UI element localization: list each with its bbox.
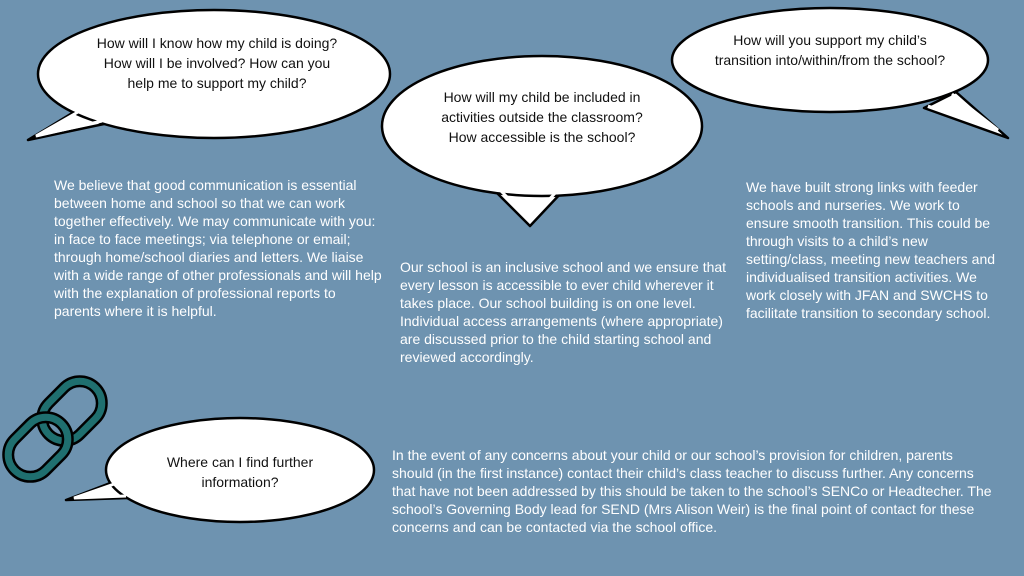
question-communication: How will I know how my child is doing? How will I be involved? How can you help me to support my child? — [96, 35, 338, 91]
chain-link-icon — [0, 372, 111, 486]
question-information: Where can I find further information? — [166, 454, 314, 490]
question-inclusion: How will my child be included in activities outside the classroom? How accessible is the school? — [441, 89, 643, 145]
answer-communication: We believe that good communication is essential between home and school so that we can work together effectively. We may communicate with you: in face to face meetings; via telephone or email; through home/school diaries and letters. We liaise with a wide range of other professionals and will help with the explanation of professional reports to parents where it is helpful. — [54, 177, 382, 319]
answer-inclusion: Our school is an inclusive school and we ensure that every lesson is accessible to ever child wherever it takes place. Our school building is on one level. Individual access arrangements (where appropriate) are discussed prior to the child starting school and reviewed accordingly. — [400, 259, 727, 365]
speech-bubble-transition — [672, 8, 1008, 138]
answer-information: In the event of any concerns about your child or our school’s provision for children, parents should (in the first instance) contact their child’s class teacher to discuss further. Any concerns that have not been addressed by this should be taken to the school’s SENCo or Headtecher. The school’s Governing Body lead for SEND (Mrs Alison Weir) is the final point of contact for these concerns and can be contacted via the school office. — [392, 447, 992, 535]
answer-transition: We have built strong links with feeder schools and nurseries. We work to ensure smooth transition. This could be through visits to a child’s new setting/class, meeting new teachers and individualised transition activities. We work closely with JFAN and SWCHS to facilitate transition to secondary school. — [746, 179, 996, 321]
question-transition: How will you support my child’s transition into/within/from the school? — [714, 32, 946, 68]
